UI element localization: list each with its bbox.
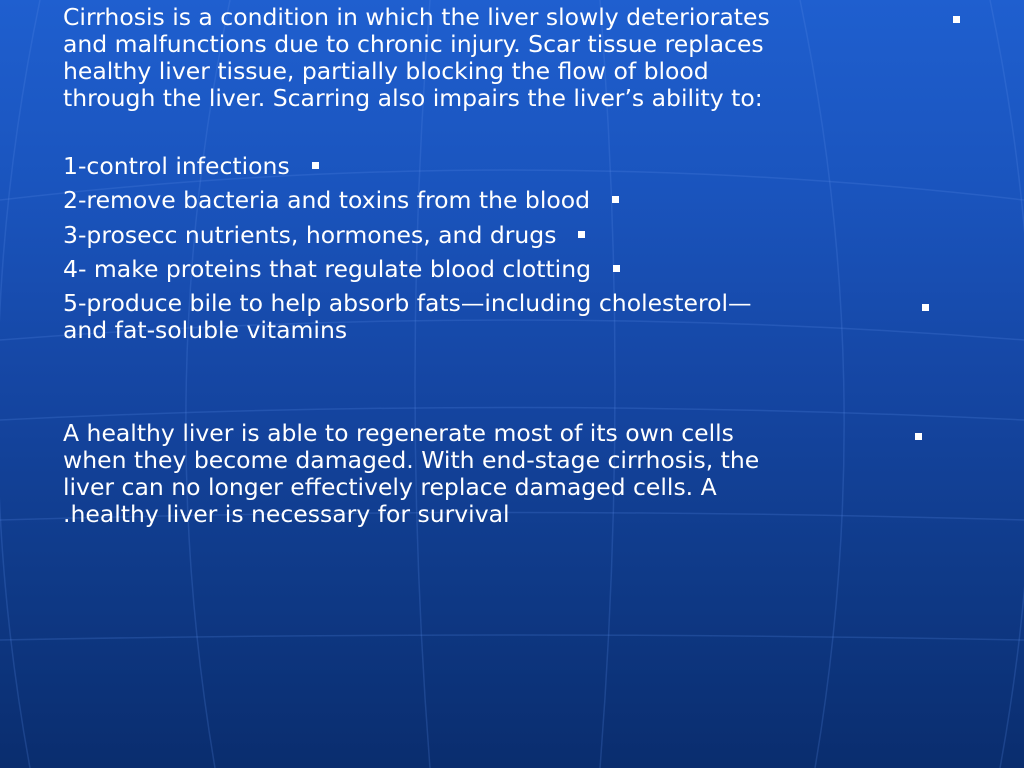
closing-line: when they become damaged. With end-stage cirrhosis, the: [63, 446, 760, 474]
square-bullet-icon: [953, 16, 960, 23]
list-item-text: 3-prosecc nutrients, hormones, and drugs: [63, 222, 585, 249]
closing-paragraph: [63, 420, 759, 528]
list-item-text: 1-control infections: [63, 153, 319, 180]
list-item: [63, 256, 620, 283]
intro-line: through the liver. Scarring also impairs the liver’s ability to:: [63, 84, 763, 112]
intro-line: and malfunctions due to chronic injury. Scar tissue replaces: [63, 30, 764, 58]
list-item: [63, 290, 752, 344]
closing-line: A healthy liver is able to regenerate most of its own cells: [63, 419, 734, 447]
square-bullet-icon: [915, 433, 922, 440]
square-bullet-icon: [613, 265, 620, 272]
list-item-text: 2-remove bacteria and toxins from the blood: [63, 187, 619, 214]
square-bullet-icon: [312, 162, 319, 169]
square-bullet-icon: [578, 231, 585, 238]
list-item-text: 5-produce bile to help absorb fats—including cholesterol—: [63, 289, 752, 317]
closing-line: liver can no longer effectively replace damaged cells. A: [63, 473, 717, 501]
list-item-text: 4- make proteins that regulate blood clotting: [63, 256, 620, 283]
intro-line: healthy liver tissue, partially blocking the flow of blood: [63, 57, 709, 85]
list-item: [63, 222, 585, 249]
square-bullet-icon: [922, 304, 929, 311]
intro-line: Cirrhosis is a condition in which the liver slowly deteriorates: [63, 3, 770, 31]
intro-paragraph: [63, 4, 770, 112]
list-item: [63, 187, 619, 214]
list-item: [63, 153, 319, 180]
square-bullet-icon: [612, 196, 619, 203]
list-item-text: and fat-soluble vitamins: [63, 316, 348, 344]
closing-line: .healthy liver is necessary for survival: [63, 500, 510, 528]
